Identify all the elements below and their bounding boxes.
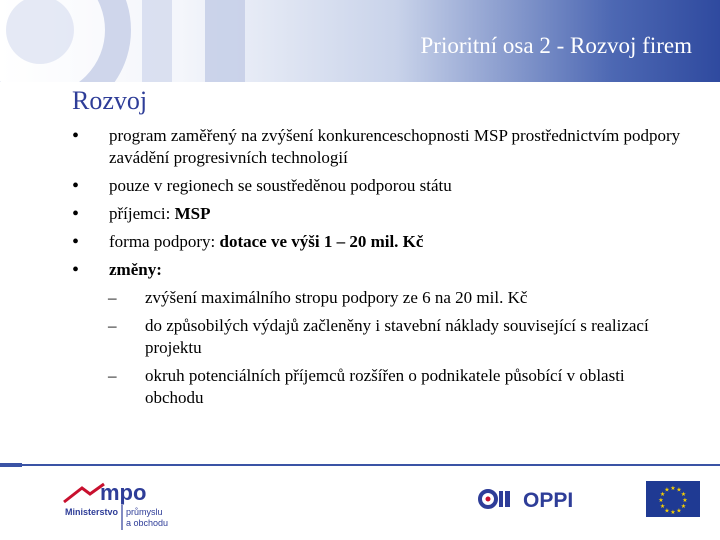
svg-text:★: ★ — [676, 486, 682, 494]
svg-text:★: ★ — [659, 503, 666, 510]
bullet-icon: • — [72, 231, 80, 253]
bullet-bold-text: dotace ve výši 1 – 20 mil. Kč — [219, 232, 424, 251]
mpo-wordmark: mpo — [100, 480, 147, 505]
title-banner — [0, 0, 720, 82]
bullet-text: forma podpory: — [109, 232, 220, 251]
bullet-text: program zaměřený na zvýšení konkurenceschopnosti MSP prostřednictvím podpory zavádění progresivních technologií — [109, 126, 681, 167]
sub-list-item — [72, 287, 682, 309]
bullet-text: pouze v regionech se soustředěnou podporou státu — [109, 176, 452, 195]
list-item — [72, 231, 682, 253]
oppi-logo — [478, 483, 588, 515]
svg-text:★: ★ — [680, 503, 687, 510]
svg-text:★: ★ — [664, 486, 670, 494]
sub-list-item — [72, 315, 682, 359]
slide-title: Prioritní osa 2 - Rozvoj firem — [420, 33, 692, 58]
sub-list-item — [72, 365, 682, 409]
svg-text:★: ★ — [670, 509, 676, 516]
bullet-icon: • — [72, 125, 80, 147]
mpo-line3: a obchodu — [126, 518, 169, 528]
list-item — [72, 259, 682, 281]
svg-text:★: ★ — [682, 497, 688, 504]
bullet-bold-text: MSP — [174, 204, 211, 223]
footer-divider-accent — [0, 463, 22, 467]
bullet-icon: • — [72, 203, 80, 225]
bullet-icon: • — [72, 175, 80, 197]
dash-icon: – — [108, 288, 117, 307]
svg-text:★: ★ — [659, 491, 666, 498]
eu-flag-icon — [646, 481, 700, 517]
svg-text:★: ★ — [680, 491, 687, 498]
list-item — [72, 203, 682, 225]
list-item — [72, 175, 682, 197]
footer-divider — [0, 464, 720, 466]
dash-icon: – — [108, 316, 117, 335]
list-item — [72, 125, 682, 169]
mpo-line2: průmyslu — [126, 507, 163, 517]
bullet-icon: • — [72, 259, 80, 281]
oppi-wordmark: OPPI — [523, 489, 574, 512]
svg-text:★: ★ — [664, 507, 670, 515]
sub-bullet-text: zvýšení maximálního stropu podpory ze 6 na 20 mil. Kč — [145, 288, 528, 307]
slide-heading: Rozvoj — [72, 86, 148, 115]
mpo-line1: Ministerstvo — [64, 507, 118, 517]
mpo-logo — [60, 478, 180, 532]
sub-bullet-text: okruh potenciálních příjemců rozšířen o podnikatele působící v oblasti obchodu — [145, 366, 625, 407]
bullet-bold-text: změny: — [109, 260, 162, 279]
dash-icon: – — [108, 366, 117, 385]
bullet-text: příjemci: — [109, 204, 175, 223]
svg-text:★: ★ — [670, 485, 676, 492]
svg-text:★: ★ — [676, 507, 682, 515]
svg-text:★: ★ — [658, 497, 664, 504]
sub-bullet-text: do způsobilých výdajů začleněny i stavební náklady související s realizací projektu — [145, 316, 649, 357]
bullet-list — [72, 125, 682, 415]
